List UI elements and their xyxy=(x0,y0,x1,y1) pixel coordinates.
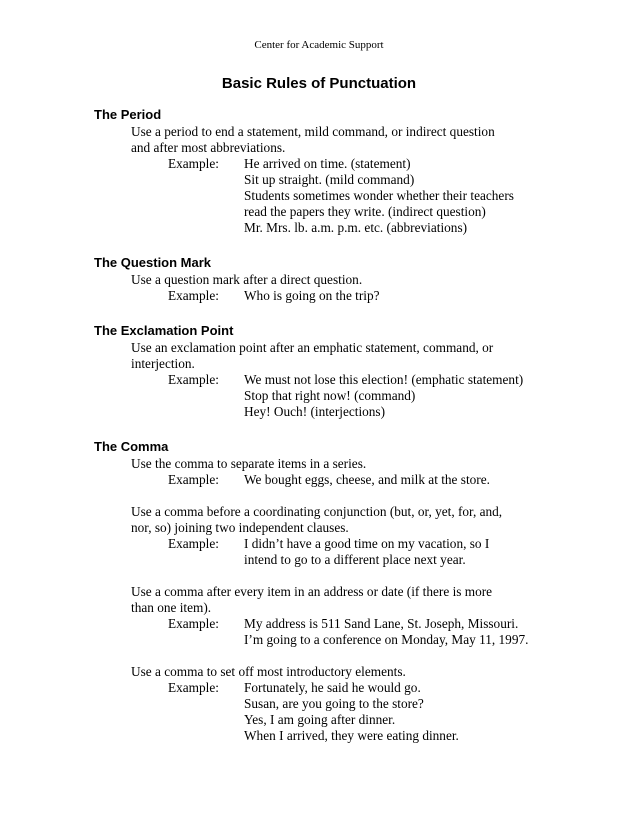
page-title: Basic Rules of Punctuation xyxy=(221,75,417,92)
rule-line: and after most abbreviations. xyxy=(131,140,286,155)
rule-line: than one item). xyxy=(131,600,212,615)
example-line: Who is going on the trip? xyxy=(244,288,380,303)
example-line: Students sometimes wonder whether their teachers xyxy=(244,188,514,203)
rule-text xyxy=(94,584,551,616)
rule-text xyxy=(94,340,551,372)
example-lines xyxy=(244,156,514,236)
rule-line: Use a period to end a statement, mild command, or indirect question xyxy=(131,124,495,139)
section-question-mark xyxy=(94,254,594,304)
example-line: We bought eggs, cheese, and milk at the store. xyxy=(244,472,490,487)
example-line: When I arrived, they were eating dinner. xyxy=(244,728,459,743)
example-line: Susan, are you going to the store? xyxy=(244,696,424,711)
section-exclamation-point xyxy=(94,322,594,420)
example-lines xyxy=(244,472,490,488)
example-block xyxy=(94,288,594,304)
page-header: Center for Academic Support xyxy=(254,39,384,51)
example-line: read the papers they write. (indirect question) xyxy=(244,204,486,219)
example-lines xyxy=(244,680,459,744)
example-line: I’m going to a conference on Monday, May 11, 1997. xyxy=(244,632,529,647)
rule-line: Use a question mark after a direct question. xyxy=(131,272,363,287)
example-lines xyxy=(244,616,528,648)
rule-line: nor, so) joining two independent clauses. xyxy=(131,520,349,535)
comma-paragraph xyxy=(94,456,594,488)
comma-paragraph xyxy=(94,584,594,648)
rule-line: Use the comma to separate items in a series. xyxy=(131,456,367,471)
example-block xyxy=(94,372,594,420)
example-block xyxy=(94,680,594,744)
example-label: Example: xyxy=(168,372,219,387)
example-label: Example: xyxy=(168,288,219,303)
rule-line: Use a comma after every item in an address or date (if there is more xyxy=(131,584,493,599)
example-label: Example: xyxy=(168,472,219,487)
example-line: Mr. Mrs. lb. a.m. p.m. etc. (abbreviations) xyxy=(244,220,468,235)
rule-text xyxy=(94,504,551,536)
example-block xyxy=(94,536,594,568)
example-line: intend to go to a different place next year. xyxy=(244,552,466,567)
example-line: Sit up straight. (mild command) xyxy=(244,172,415,187)
rule-text xyxy=(94,124,551,156)
rule-line: Use an exclamation point after an emphatic statement, command, or xyxy=(131,340,494,355)
example-line: Yes, I am going after dinner. xyxy=(244,712,396,727)
section-comma xyxy=(94,438,594,744)
rule-text xyxy=(94,272,551,288)
example-label: Example: xyxy=(168,616,219,631)
comma-paragraph xyxy=(94,664,594,744)
rule-text xyxy=(94,664,551,680)
section-heading-period: The Period xyxy=(94,107,162,122)
example-lines xyxy=(244,288,380,304)
example-block xyxy=(94,472,594,488)
example-line: Fortunately, he said he would go. xyxy=(244,680,421,695)
example-label: Example: xyxy=(168,536,219,551)
example-label: Example: xyxy=(168,680,219,695)
example-lines xyxy=(244,536,489,568)
example-line: Hey! Ouch! (interjections) xyxy=(244,404,386,419)
example-line: He arrived on time. (statement) xyxy=(244,156,411,171)
rule-text xyxy=(94,456,551,472)
section-heading-exclamation-point: The Exclamation Point xyxy=(94,323,234,338)
example-line: My address is 511 Sand Lane, St. Joseph, Missouri. xyxy=(244,616,519,631)
example-block xyxy=(94,616,594,648)
example-block xyxy=(94,156,594,236)
example-label: Example: xyxy=(168,156,219,171)
rule-line: Use a comma to set off most introductory elements. xyxy=(131,664,406,679)
section-heading-question-mark: The Question Mark xyxy=(94,255,212,270)
section-period xyxy=(94,106,594,236)
example-line: Stop that right now! (command) xyxy=(244,388,416,403)
rule-line: Use a comma before a coordinating conjunction (but, or, yet, for, and, xyxy=(131,504,503,519)
example-line: We must not lose this election! (emphatic statement) xyxy=(244,372,524,387)
example-line: I didn’t have a good time on my vacation, so I xyxy=(244,536,490,551)
section-heading-comma: The Comma xyxy=(94,439,169,454)
document-content xyxy=(94,106,594,744)
comma-paragraph xyxy=(94,504,594,568)
example-lines xyxy=(244,372,523,420)
rule-line: interjection. xyxy=(131,356,195,371)
